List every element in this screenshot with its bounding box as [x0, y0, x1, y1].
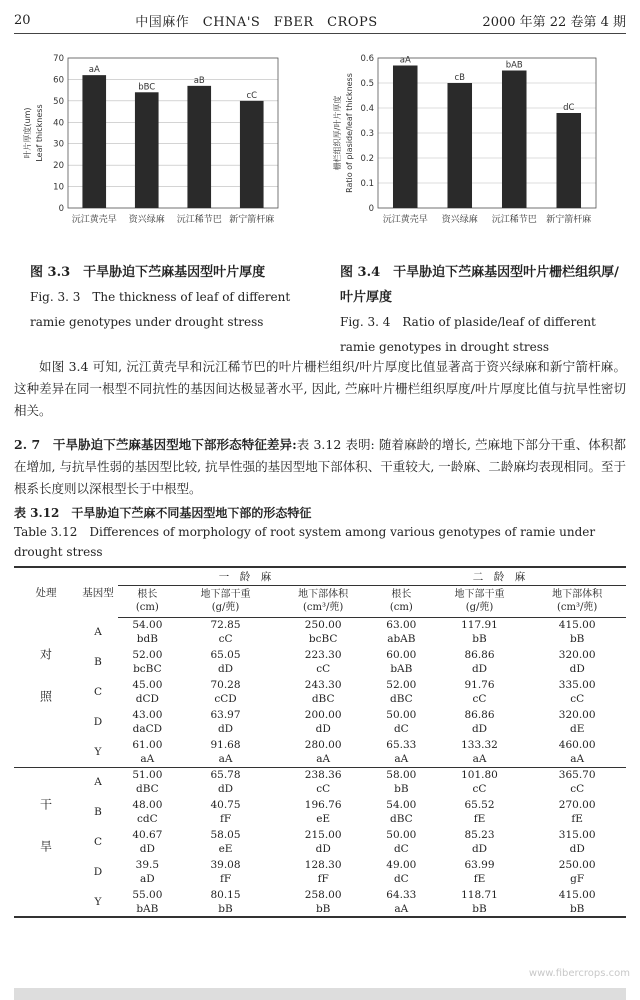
- significance-letters: dD: [315, 723, 331, 735]
- value-number: 54.00: [132, 619, 163, 632]
- significance-letters: fF: [219, 873, 232, 885]
- value-cell: [372, 677, 431, 707]
- y-axis-label: Leaf thickness: [35, 104, 44, 162]
- value-cell: [274, 617, 372, 647]
- y-tick-label: 40: [53, 118, 64, 129]
- value-cell: [118, 767, 177, 797]
- value-number: 335.00: [558, 679, 596, 691]
- value-number: 52.00: [132, 649, 163, 661]
- y-axis-label: 栅栏组织厚/叶片厚度: [333, 95, 342, 171]
- value-cell: [431, 647, 529, 677]
- subheader-5: 地下部体积 (cm³/蔸): [528, 585, 626, 617]
- value-cell: [372, 767, 431, 797]
- value-number: 101.80: [461, 769, 498, 782]
- bar: [502, 71, 527, 209]
- figure-3-4-caption: [340, 260, 630, 360]
- significance-letters: fE: [473, 873, 486, 885]
- value-number: 238.36: [304, 769, 342, 782]
- genotype-cell: Y: [94, 745, 102, 758]
- significance-letters: cC: [570, 693, 585, 705]
- significance-letters: aA: [316, 752, 331, 765]
- value-cell: [372, 887, 431, 917]
- value-cell: [274, 887, 372, 917]
- significance-letters: aA: [472, 752, 487, 765]
- value-cell: [177, 617, 275, 647]
- significance-letters: eE: [218, 843, 233, 855]
- subheader-0: 根长 (cm): [118, 585, 177, 617]
- y-tick-label: 0.2: [360, 154, 374, 164]
- significance-letters: cC: [570, 783, 585, 796]
- y-tick-label: 0.3: [360, 129, 374, 139]
- value-number: 415.00: [558, 619, 596, 632]
- table-row: [14, 797, 626, 827]
- value-number: 280.00: [304, 738, 342, 751]
- bar: [135, 92, 159, 208]
- y-tick-label: 20: [53, 161, 64, 172]
- watermark: www.fibercrops.com: [528, 968, 630, 979]
- value-cell: [274, 677, 372, 707]
- significance-letters: dD: [471, 843, 488, 855]
- subheader-4: 地下部干重 (g/蔸): [431, 585, 529, 617]
- value-number: 85.23: [464, 829, 495, 841]
- value-cell: [372, 617, 431, 647]
- y-tick-label: 60: [53, 75, 64, 86]
- bar: [187, 86, 211, 208]
- genotype-cell: D: [93, 866, 103, 878]
- bar-significance-label: cB: [454, 73, 466, 83]
- value-number: 48.00: [132, 799, 163, 811]
- value-number: 91.76: [464, 679, 495, 691]
- value-number: 39.5: [135, 859, 160, 871]
- significance-letters: dE: [569, 723, 585, 735]
- significance-letters: dD: [471, 663, 488, 675]
- significance-letters: dD: [315, 843, 331, 855]
- value-cell: [431, 797, 529, 827]
- value-cell: [177, 677, 275, 707]
- significance-letters: dD: [217, 723, 234, 735]
- value-number: 54.00: [386, 799, 417, 811]
- subheader-1: 地下部干重 (g/蔸): [177, 585, 275, 617]
- value-number: 215.00: [304, 829, 342, 841]
- significance-letters: dBC: [311, 693, 335, 705]
- value-number: 51.00: [132, 769, 163, 782]
- table-row: [14, 707, 626, 737]
- significance-letters: cCD: [214, 693, 237, 705]
- value-number: 58.00: [386, 769, 417, 782]
- value-cell: [177, 887, 275, 917]
- value-cell: [431, 857, 529, 887]
- value-number: 60.00: [386, 649, 417, 661]
- significance-letters: bdB: [136, 633, 158, 646]
- significance-letters: cC: [316, 783, 331, 796]
- value-number: 39.08: [210, 859, 241, 871]
- value-cell: [431, 617, 529, 647]
- genotype-cell: B: [94, 656, 102, 668]
- value-cell: [431, 887, 529, 917]
- value-cell: [118, 857, 177, 887]
- figure-3-4-caption-en: Fig. 3. 4 Ratio of plaside/leaf of different ramie genotypes in drought stress: [340, 315, 596, 354]
- bar-significance-label: aA: [88, 65, 100, 76]
- significance-letters: dD: [569, 843, 585, 855]
- significance-letters: bAB: [390, 663, 413, 675]
- significance-letters: cC: [218, 633, 233, 646]
- value-cell: [177, 737, 275, 767]
- significance-letters: dD: [471, 723, 488, 735]
- value-cell: [528, 827, 626, 857]
- table-row: [14, 887, 626, 917]
- value-cell: [528, 767, 626, 797]
- bar: [240, 101, 264, 208]
- value-number: 315.00: [558, 829, 596, 841]
- value-cell: [118, 827, 177, 857]
- bar-significance-label: cC: [246, 90, 258, 101]
- value-cell: [372, 737, 431, 767]
- value-number: 70.28: [210, 679, 241, 691]
- value-number: 49.00: [386, 859, 417, 871]
- treatment-cell: [14, 617, 78, 767]
- significance-letters: aA: [140, 752, 155, 765]
- significance-letters: dD: [139, 843, 155, 855]
- figure-3-4-caption-zh: 图 3.4 干旱胁迫下苎麻基因型叶片栅栏组织厚/叶片厚度: [340, 265, 619, 305]
- section-2-7-text: 表 3.12 表明: 随着麻龄的增长, 苎麻地下部分干重、体积都在增加, 与抗旱性弱的基因型比较, 抗旱性强的基因型地下部体积、干重较大, 一龄麻、二龄麻均表现相同。至于根系长度则以深根型长于中根型。: [14, 437, 626, 496]
- value-number: 43.00: [132, 709, 163, 721]
- value-number: 50.00: [386, 829, 417, 841]
- value-number: 40.67: [132, 829, 163, 841]
- value-cell: [528, 677, 626, 707]
- significance-letters: cC: [472, 783, 487, 796]
- value-number: 58.05: [210, 829, 241, 841]
- table-row: [14, 647, 626, 677]
- value-cell: [274, 797, 372, 827]
- value-number: 63.99: [464, 859, 495, 871]
- value-number: 45.00: [132, 679, 163, 691]
- y-tick-label: 0: [368, 204, 374, 214]
- value-cell: [118, 617, 177, 647]
- value-cell: [274, 857, 372, 887]
- page-footer-strip: [14, 988, 626, 1000]
- y-tick-label: 30: [53, 139, 64, 150]
- value-cell: [528, 617, 626, 647]
- bar: [393, 66, 418, 209]
- significance-letters: bcBC: [308, 633, 338, 646]
- x-tick-label: 资兴绿麻: [128, 215, 165, 225]
- paragraph-2: [14, 434, 626, 500]
- bar: [556, 113, 581, 208]
- value-cell: [431, 737, 529, 767]
- table-title-zh: 表 3.12 干旱胁迫下苎麻不同基因型地下部的形态特征: [14, 506, 312, 520]
- significance-letters: dD: [569, 663, 585, 675]
- value-cell: [372, 797, 431, 827]
- significance-letters: dC: [393, 873, 409, 885]
- value-cell: [118, 707, 177, 737]
- value-cell: [177, 647, 275, 677]
- significance-letters: dCD: [135, 693, 159, 705]
- y-tick-label: 0.1: [360, 179, 374, 189]
- value-cell: [431, 767, 529, 797]
- value-number: 65.52: [464, 799, 495, 811]
- value-number: 415.00: [558, 888, 596, 901]
- value-number: 40.75: [210, 799, 241, 811]
- y-tick-label: 0.5: [360, 79, 374, 89]
- value-cell: [372, 827, 431, 857]
- y-tick-label: 0.6: [360, 54, 374, 64]
- value-number: 80.15: [210, 888, 241, 901]
- genotype-cell: A: [94, 626, 102, 638]
- significance-letters: fE: [571, 813, 583, 825]
- bar: [82, 75, 106, 208]
- value-number: 117.91: [461, 619, 498, 632]
- significance-letters: fF: [317, 873, 329, 885]
- value-number: 91.68: [210, 738, 241, 751]
- bar: [447, 83, 472, 208]
- value-cell: [177, 707, 275, 737]
- genotype-cell: C: [93, 686, 103, 698]
- significance-letters: cdC: [137, 813, 158, 825]
- genotype-cell: Y: [94, 895, 102, 908]
- subheader-2: 地下部体积 (cm³/蔸): [274, 585, 372, 617]
- value-cell: [528, 707, 626, 737]
- value-cell: [528, 797, 626, 827]
- significance-letters: aA: [218, 752, 233, 765]
- header-genotype: 基因型: [82, 587, 114, 599]
- value-number: 64.33: [386, 888, 417, 901]
- bar-significance-label: bAB: [505, 60, 523, 71]
- significance-letters: dD: [217, 783, 234, 796]
- value-number: 460.00: [558, 738, 596, 751]
- value-number: 65.05: [210, 649, 241, 661]
- value-number: 86.86: [464, 649, 495, 661]
- value-number: 258.00: [304, 888, 342, 901]
- significance-letters: bB: [218, 902, 233, 915]
- y-tick-label: 0: [58, 204, 64, 214]
- value-cell: [274, 707, 372, 737]
- value-number: 72.85: [210, 619, 241, 632]
- y-tick-label: 0.4: [360, 104, 374, 114]
- genotype-cell: D: [93, 716, 103, 728]
- significance-letters: bB: [569, 633, 585, 646]
- value-cell: [118, 737, 177, 767]
- value-number: 86.86: [464, 709, 495, 721]
- significance-letters: bcBC: [133, 663, 162, 675]
- x-tick-label: 沅江黄壳早: [382, 215, 428, 225]
- treatment-label: 对照: [38, 648, 53, 733]
- page-header: [14, 8, 626, 34]
- y-axis-label: Ratio of plaside/leaf thickness: [345, 73, 354, 193]
- value-cell: [274, 647, 372, 677]
- significance-letters: bB: [472, 902, 487, 915]
- significance-letters: fF: [219, 813, 232, 825]
- significance-letters: dBC: [390, 813, 413, 825]
- significance-letters: aA: [570, 752, 585, 765]
- value-number: 118.71: [461, 888, 498, 901]
- value-number: 320.00: [558, 709, 596, 721]
- value-number: 196.76: [304, 799, 342, 811]
- genotype-cell: B: [94, 806, 102, 818]
- journal-name: 中国麻作 CHNA'S FBER CROPS: [135, 15, 378, 30]
- significance-letters: dBC: [390, 693, 413, 705]
- y-axis-label: 叶片厚度(um): [23, 107, 32, 159]
- table-row: [14, 827, 626, 857]
- value-number: 365.70: [558, 769, 596, 782]
- significance-letters: dC: [393, 843, 409, 855]
- value-cell: [118, 677, 177, 707]
- value-cell: [372, 707, 431, 737]
- value-cell: [118, 887, 177, 917]
- table-row: [14, 737, 626, 767]
- x-tick-label: 新宁箭杆麻: [546, 215, 592, 225]
- significance-letters: abAB: [387, 633, 416, 646]
- table-title-en: Table 3.12 Differences of morphology of root system among various genotypes of ramie under drought stress: [14, 525, 596, 559]
- value-cell: [528, 647, 626, 677]
- value-number: 250.00: [558, 859, 596, 871]
- x-tick-label: 沅江黄壳早: [71, 215, 117, 225]
- value-cell: [177, 797, 275, 827]
- header-group-year2: 二 龄 麻: [372, 567, 626, 585]
- significance-letters: fE: [473, 813, 486, 825]
- y-tick-label: 70: [53, 54, 64, 64]
- value-number: 63.97: [210, 709, 241, 721]
- treatment-cell: [14, 767, 78, 917]
- significance-letters: cC: [472, 693, 487, 705]
- value-cell: [528, 887, 626, 917]
- significance-letters: bB: [569, 902, 585, 915]
- x-tick-label: 沅江稀节巴: [491, 215, 537, 225]
- value-cell: [274, 827, 372, 857]
- bar-significance-label: aA: [399, 55, 411, 66]
- table-row: [14, 617, 626, 647]
- value-number: 55.00: [132, 888, 163, 901]
- value-number: 200.00: [304, 709, 342, 721]
- significance-letters: bB: [394, 783, 409, 796]
- value-number: 243.30: [304, 679, 342, 691]
- figure-3-3-caption-zh: 图 3.3 干旱胁迫下苎麻基因型叶片厚度: [30, 265, 266, 280]
- table-row: [14, 767, 626, 797]
- page-number: 20: [14, 13, 31, 28]
- significance-letters: gF: [570, 873, 585, 885]
- value-cell: [177, 857, 275, 887]
- value-cell: [528, 737, 626, 767]
- value-number: 65.33: [386, 738, 417, 751]
- value-number: 61.00: [132, 738, 163, 751]
- value-cell: [118, 647, 177, 677]
- value-number: 223.30: [304, 649, 342, 661]
- value-cell: [431, 707, 529, 737]
- section-2-7-title: 2. 7 干旱胁迫下苎麻基因型地下部形态特征差异:: [14, 437, 297, 452]
- value-cell: [118, 797, 177, 827]
- table-row: [14, 677, 626, 707]
- significance-letters: daCD: [132, 723, 163, 735]
- x-tick-label: 新宁箭杆麻: [229, 215, 275, 225]
- bar-significance-label: bBC: [138, 82, 156, 93]
- genotype-cell: A: [94, 776, 102, 789]
- root-morphology-table: [14, 566, 626, 918]
- significance-letters: aD: [140, 873, 155, 885]
- bar-significance-label: aB: [193, 75, 205, 86]
- value-cell: [431, 827, 529, 857]
- value-number: 63.00: [386, 619, 417, 632]
- x-tick-label: 沅江稀节巴: [176, 215, 222, 225]
- value-cell: [177, 827, 275, 857]
- x-tick-label: 资兴绿麻: [441, 215, 478, 225]
- value-number: 270.00: [558, 799, 596, 811]
- value-number: 65.78: [210, 769, 241, 782]
- bar-significance-label: dC: [563, 103, 575, 113]
- y-tick-label: 50: [53, 96, 64, 107]
- figure-3-3-caption-en: Fig. 3. 3 The thickness of leaf of different ramie genotypes under drought stress: [30, 290, 291, 329]
- value-number: 128.30: [304, 859, 342, 871]
- significance-letters: aA: [394, 752, 409, 765]
- significance-letters: cC: [316, 663, 331, 675]
- significance-letters: dD: [217, 663, 234, 675]
- value-cell: [431, 677, 529, 707]
- significance-letters: bB: [472, 633, 487, 646]
- paragraph-1: 如图 3.4 可知, 沅江黄壳早和沅江稀节巴的叶片栅栏组织/叶片厚度比值显著高于资兴绿麻和新宁箭杆麻。这种差异在同一根型不同抗性的基因间达极显著水平, 因此, 苎麻叶片栅栏组织厚度/叶片厚度比值与抗旱性密切相关。: [14, 359, 626, 418]
- significance-letters: aA: [394, 902, 409, 915]
- subheader-3: 根长 (cm): [372, 585, 431, 617]
- value-cell: [528, 857, 626, 887]
- value-cell: [274, 737, 372, 767]
- header-treatment: 处理: [35, 587, 57, 599]
- y-tick-label: 10: [53, 182, 64, 193]
- significance-letters: bB: [315, 902, 331, 915]
- significance-letters: dC: [393, 723, 409, 735]
- significance-letters: eE: [316, 813, 331, 825]
- figures-area: [0, 40, 640, 255]
- table-row: [14, 857, 626, 887]
- value-cell: [177, 767, 275, 797]
- value-cell: [372, 647, 431, 677]
- value-number: 320.00: [558, 649, 596, 661]
- header-group-year1: 一 龄 麻: [118, 567, 372, 585]
- genotype-cell: C: [93, 836, 103, 848]
- value-number: 250.00: [304, 619, 342, 632]
- journal-issue: 2000 年第 22 卷第 4 期: [482, 15, 626, 30]
- value-cell: [372, 857, 431, 887]
- value-cell: [274, 767, 372, 797]
- figure-3-3-caption: [30, 260, 300, 335]
- treatment-label: 干旱: [38, 798, 53, 883]
- significance-letters: bAB: [136, 902, 159, 915]
- value-number: 52.00: [386, 679, 417, 691]
- significance-letters: dBC: [136, 783, 159, 796]
- value-number: 50.00: [386, 709, 417, 721]
- value-number: 133.32: [461, 738, 498, 751]
